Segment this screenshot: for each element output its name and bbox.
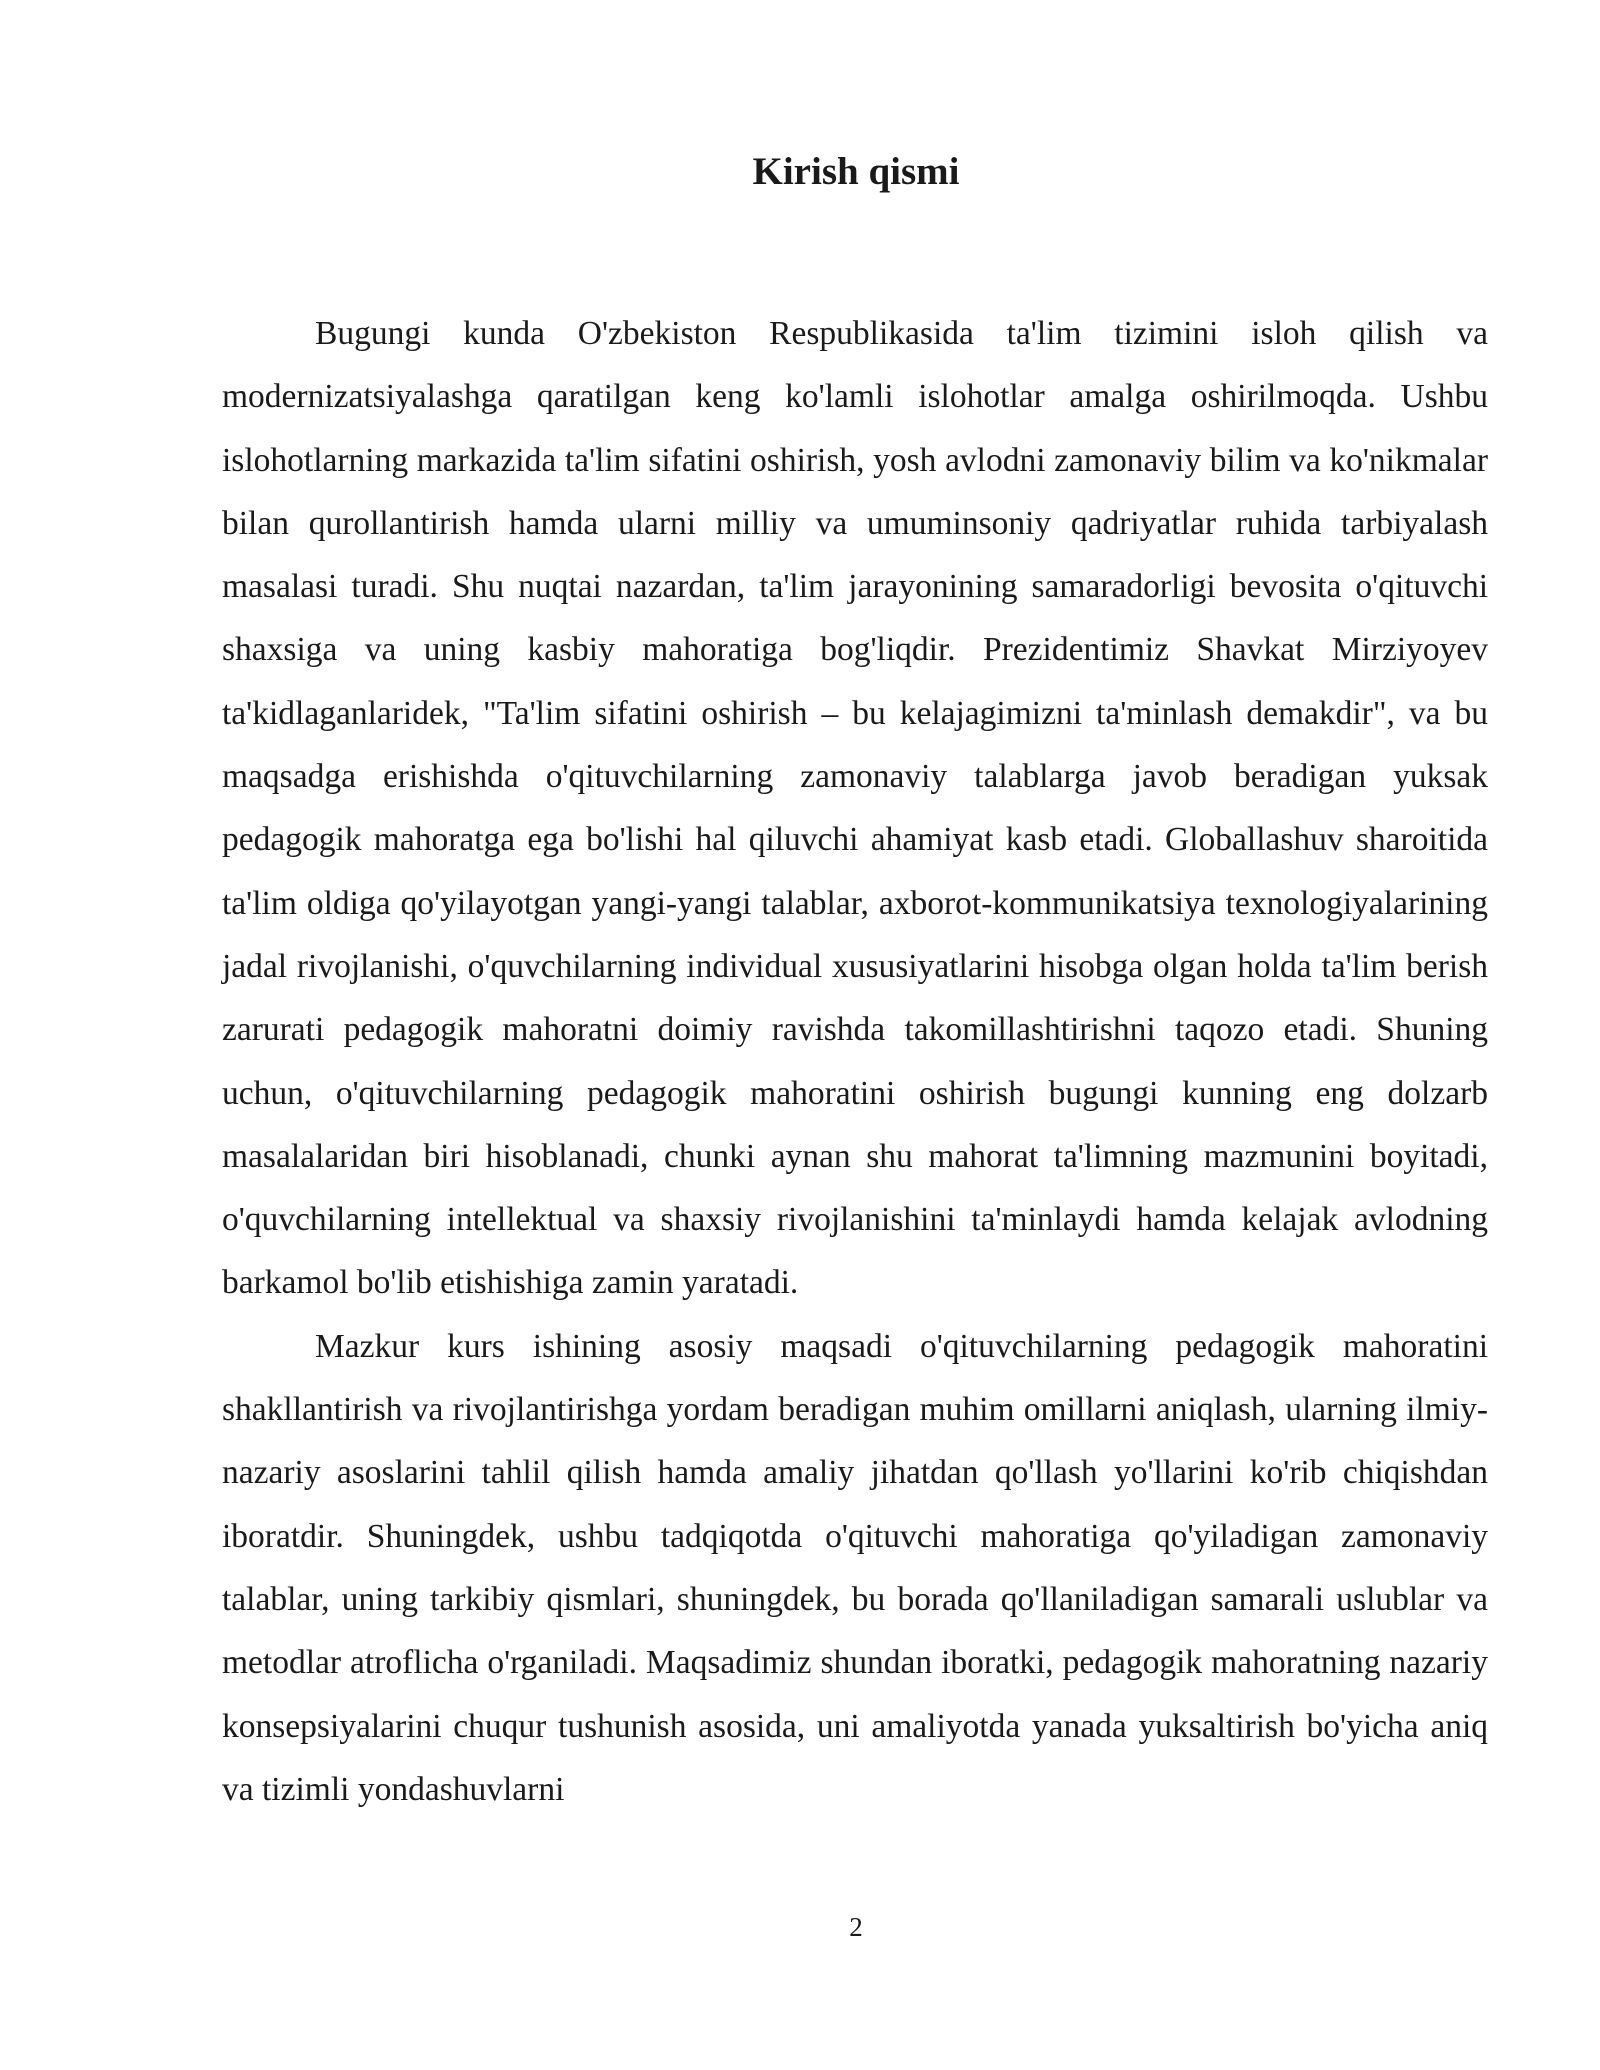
paragraph-1: Bugungi kunda O'zbekiston Respublikasida ta'lim tizimini isloh qilish va modernizatsiyalashga qaratilgan keng ko'lamli islohotlar amalga oshirilmoqda. Ushbu islohotlarning markazida ta'lim sifatini oshirish, yosh avlodni zamonaviy bilim va ko'nikmalar bilan qurollantirish hamda ularni milliy va umuminsoniy qadriyatlar ruhida tarbiyalash masalasi turadi. Shu nuqtai nazardan, ta'lim jarayonining samaradorligi bevosita o'qituvchi shaxsiga va uning kasbiy mahoratiga bog'liqdir. Prezidentimiz Shavkat Mirziyoyev ta'kidlaganlaridek, "Ta'lim sifatini oshirish – bu kelajagimizni ta'minlash demakdir", va bu maqsadga erishishda o'qituvchilarning zamonaviy talablarga javob beradigan yuksak pedagogik mahoratga ega bo'lishi hal qiluvchi ahamiyat kasb etadi. Globallashuv sharoitida ta'lim oldiga qo'yilayotgan yangi-yangi talablar, axborot-kommunikatsiya texnologiyalarining jadal rivojlanishi, o'quvchilarning individual xususiyatlarini hisobga olgan holda ta'lim berish zarurati pedagogik mahoratni doimiy ravishda takomillashtirishni taqozo etadi. Shuning uchun, o'qituvchilarning pedagogik mahoratini oshirish bugungi kunning eng dolzarb masalalaridan biri hisoblanadi, chunki aynan shu mahorat ta'limning mazmunini boyitadi, o'quvchilarning intellektual va shaxsiy rivojlanishini ta'minlaydi hamda kelajak avlodning barkamol bo'lib etishishiga zamin yaratadi. xyxy=(222,315,1488,1302)
document-body xyxy=(222,302,1488,1821)
paragraph-2: Mazkur kurs ishining asosiy maqsadi o'qituvchilarning pedagogik mahoratini shakllantirish va rivojlantirishga yordam beradigan muhim omillarni aniqlash, ularning ilmiy-nazariy asoslarini tahlil qilish hamda amaliy jihatdan qo'llash yo'llarini ko'rib chiqishdan iboratdir. Shuningdek, ushbu tadqiqotda o'qituvchi mahoratiga qo'yiladigan zamonaviy talablar, uning tarkibiy qismlari, shuningdek, bu borada qo'llaniladigan samarali uslublar va metodlar atroflicha o'rganiladi. Maqsadimiz shundan iboratki, pedagogik mahoratning nazariy konsepsiyalarini chuqur tushunish asosida, uni amaliyotda yanada yuksaltirish bo'yicha aniq va tizimli yondashuvlarni xyxy=(222,1327,1488,1808)
page-number: 2 xyxy=(849,1912,863,1942)
page-title: Kirish qismi xyxy=(752,150,960,193)
